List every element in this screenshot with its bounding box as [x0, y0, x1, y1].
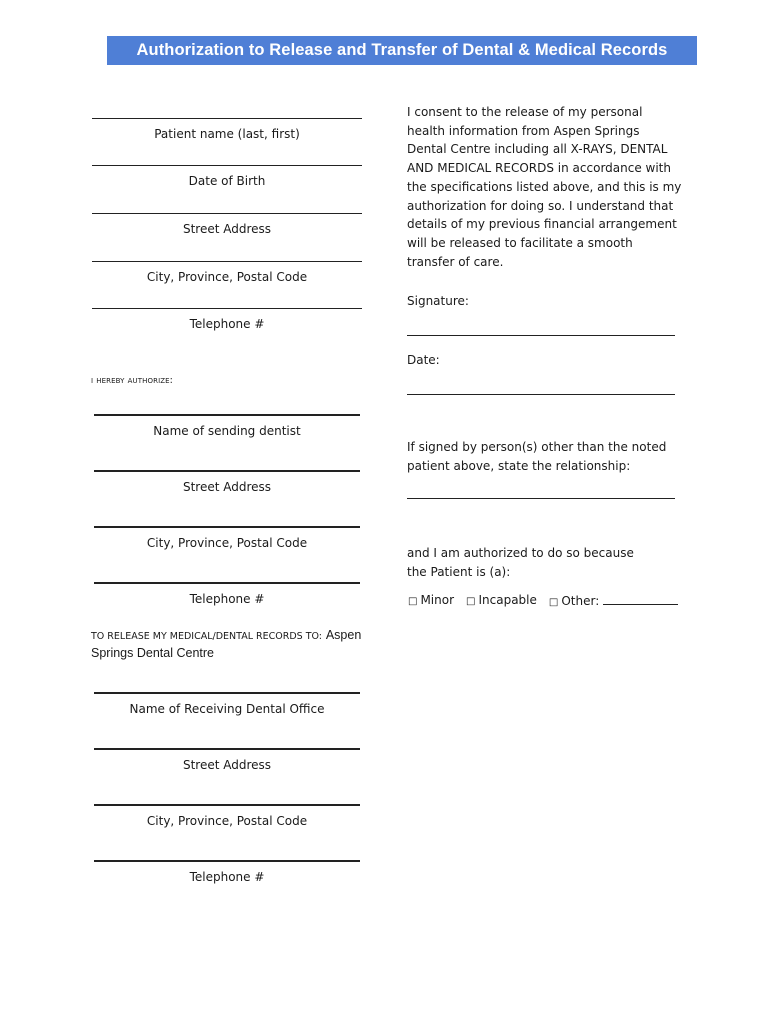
- release-heading-rest: Aspen Springs Dental Centre: [91, 628, 362, 660]
- date-of-birth-label: Date of Birth: [188, 174, 266, 188]
- sending-street-label: Street Address: [182, 480, 272, 494]
- patient-city-line[interactable]: [92, 261, 362, 262]
- patient-name-line[interactable]: [92, 118, 362, 119]
- receiving-office-field[interactable]: [92, 692, 362, 716]
- date-line[interactable]: [407, 394, 675, 395]
- sending-street-field[interactable]: [92, 470, 362, 494]
- form-title: Authorization to Release and Transfer of Dental & Medical Records: [107, 36, 697, 65]
- sending-telephone-label: Telephone #: [189, 592, 265, 606]
- patient-city-field[interactable]: [92, 261, 362, 284]
- date-label: Date:: [407, 353, 440, 367]
- incapable-checkbox[interactable]: □: [466, 596, 476, 607]
- receiving-telephone-field[interactable]: [92, 860, 362, 884]
- incapable-option[interactable]: [466, 593, 537, 608]
- receiving-telephone-label: Telephone #: [189, 870, 265, 884]
- receiving-telephone-line[interactable]: [94, 860, 360, 862]
- other-text-line[interactable]: [603, 593, 678, 605]
- sending-city-field[interactable]: [92, 526, 362, 550]
- other-option[interactable]: [549, 593, 678, 608]
- date-of-birth-field[interactable]: [92, 165, 362, 188]
- patient-street-label: Street Address: [182, 222, 272, 236]
- receiving-street-line[interactable]: [94, 748, 360, 750]
- minor-label: Minor: [420, 593, 455, 607]
- receiving-city-line[interactable]: [94, 804, 360, 806]
- patient-street-line[interactable]: [92, 213, 362, 214]
- consent-text: I consent to the release of my personal health information from Aspen Springs Dental Centre including all X-RAYS, DENTAL AND MEDICAL RECORDS in accordance with the specifications listed above, and this is my authorization for doing so. I understand that details of my previous financial arrangement will be released to facilitate a smooth transfer of care.: [407, 105, 682, 269]
- sending-telephone-field[interactable]: [92, 582, 362, 606]
- authorize-heading: i hereby authorize:: [91, 375, 173, 386]
- patient-telephone-label: Telephone #: [189, 317, 265, 331]
- relationship-line[interactable]: [407, 498, 675, 499]
- minor-option[interactable]: [408, 593, 454, 608]
- date-of-birth-line[interactable]: [92, 165, 362, 166]
- receiving-city-label: City, Province, Postal Code: [146, 814, 308, 828]
- sending-telephone-line[interactable]: [94, 582, 360, 584]
- receiving-office-line[interactable]: [94, 692, 360, 694]
- incapable-label: Incapable: [478, 593, 537, 607]
- other-person-text: If signed by person(s) other than the noted patient above, state the relationship:: [407, 440, 667, 473]
- sending-city-label: City, Province, Postal Code: [146, 536, 308, 550]
- patient-city-label: City, Province, Postal Code: [146, 270, 308, 284]
- signature-label: Signature:: [407, 294, 469, 308]
- receiving-street-field[interactable]: [92, 748, 362, 772]
- receiving-street-label: Street Address: [182, 758, 272, 772]
- sending-dentist-label: Name of sending dentist: [153, 424, 301, 438]
- sending-dentist-line[interactable]: [94, 414, 360, 416]
- patient-name-label: Patient name (last, first): [154, 127, 300, 141]
- other-checkbox[interactable]: □: [548, 597, 559, 608]
- authorized-because-text: and I am authorized to do so because the Patient is (a):: [407, 546, 634, 579]
- sending-city-line[interactable]: [94, 526, 360, 528]
- receiving-city-field[interactable]: [92, 804, 362, 828]
- patient-name-field[interactable]: [92, 118, 362, 141]
- release-heading-prefix: TO RELEASE MY MEDICAL/DENTAL RECORDS TO:: [91, 631, 323, 642]
- signature-line[interactable]: [407, 335, 675, 336]
- sending-street-line[interactable]: [94, 470, 360, 472]
- receiving-office-label: Name of Receiving Dental Office: [129, 702, 325, 716]
- sending-dentist-field[interactable]: [92, 414, 362, 438]
- release-heading: [91, 627, 371, 662]
- other-label: Other:: [561, 594, 600, 608]
- patient-telephone-field[interactable]: [92, 308, 362, 331]
- patient-street-field[interactable]: [92, 213, 362, 236]
- minor-checkbox[interactable]: □: [408, 596, 418, 607]
- patient-telephone-line[interactable]: [92, 308, 362, 309]
- patient-status-options: [408, 593, 678, 608]
